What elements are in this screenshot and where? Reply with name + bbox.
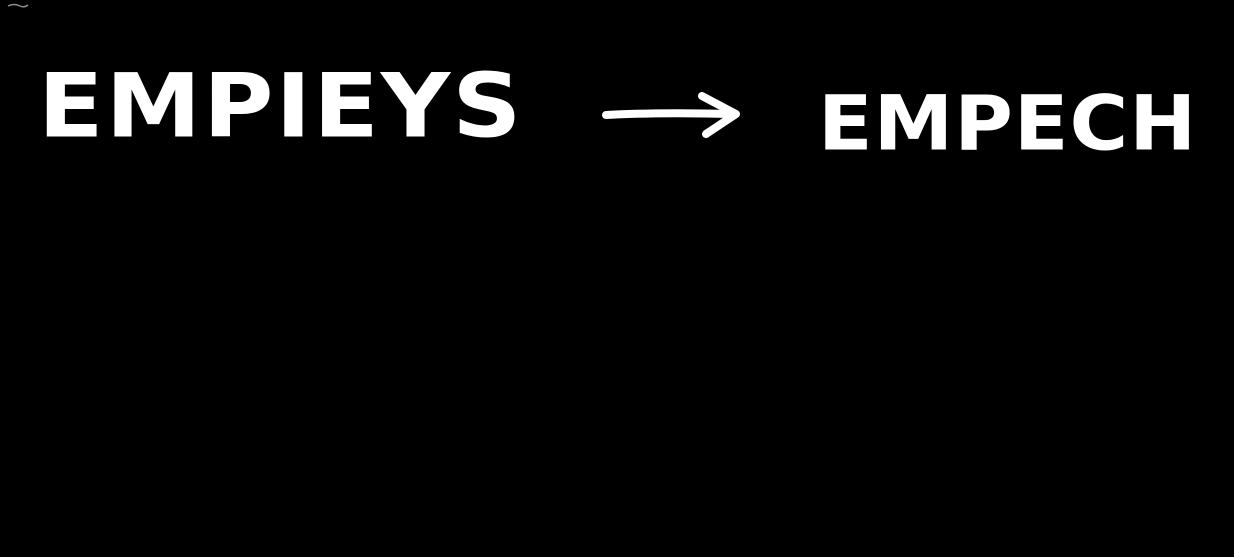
right-arrow-icon <box>602 90 744 140</box>
target-word: EMPECH <box>818 79 1198 168</box>
source-word: EMPIEYS <box>38 54 524 158</box>
ink-smudge <box>4 0 32 10</box>
